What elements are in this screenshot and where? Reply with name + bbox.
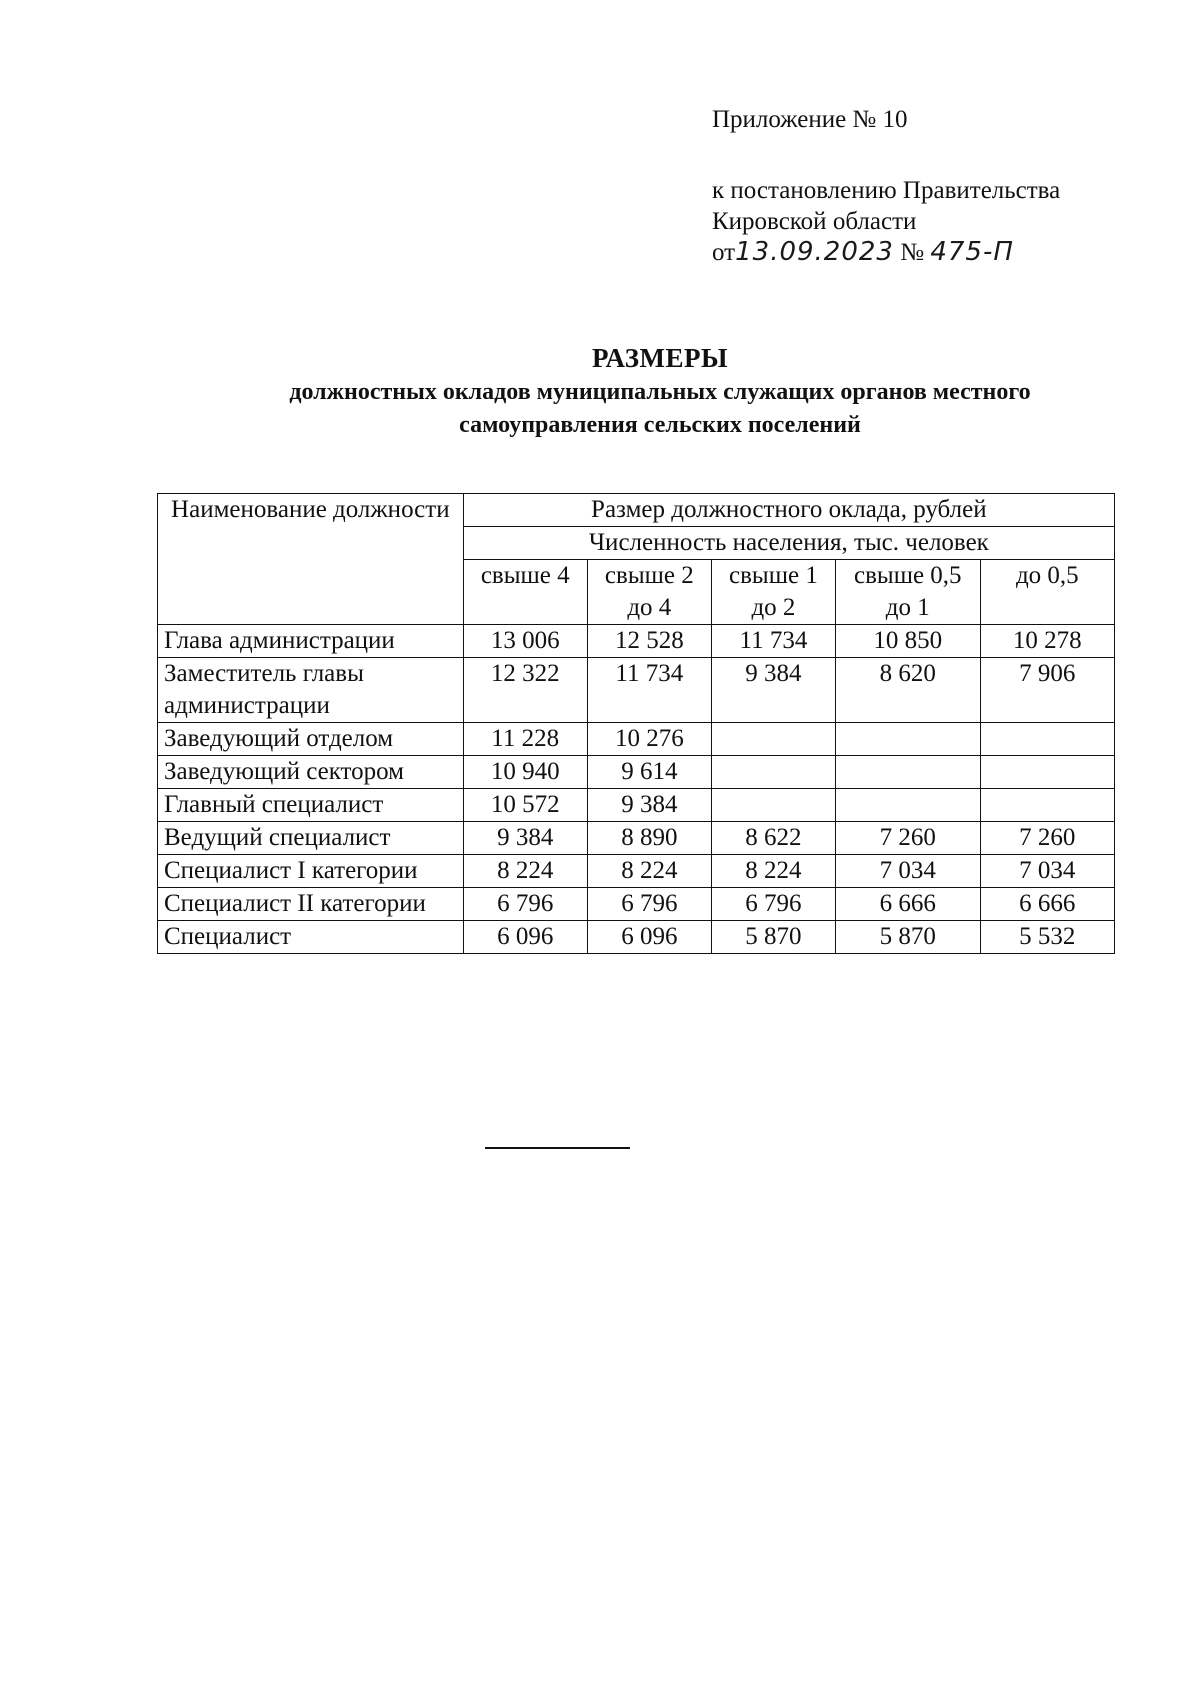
- salary-cell: 10 278: [980, 625, 1114, 658]
- salary-cell: 10 276: [587, 723, 711, 756]
- header-row-1: [158, 494, 1115, 527]
- salary-cell: [711, 723, 835, 756]
- appendix-label: Приложение № 10: [712, 106, 908, 133]
- position-name: Заведующий сектором: [158, 756, 464, 789]
- salary-cell: 5 870: [711, 921, 835, 954]
- salary-cell: [835, 789, 980, 822]
- salary-cell: [711, 756, 835, 789]
- salary-cell: 6 796: [463, 888, 587, 921]
- position-name: Специалист II категории: [158, 888, 464, 921]
- position-name: Заместитель главы администрации: [158, 658, 464, 723]
- position-name: Глава администрации: [158, 625, 464, 658]
- salary-cell: 7 034: [835, 855, 980, 888]
- table-row: [158, 921, 1115, 954]
- salary-cell: [711, 789, 835, 822]
- position-name: Специалист: [158, 921, 464, 954]
- salary-cell: 6 666: [835, 888, 980, 921]
- appendix-region: Кировской области: [712, 208, 917, 235]
- appendix-to: к постановлению Правительства: [712, 177, 1061, 204]
- table-row: [158, 888, 1115, 921]
- salary-cell: 12 528: [587, 625, 711, 658]
- salary-cell: 5 870: [835, 921, 980, 954]
- column-header: свыше 2 до 4: [587, 560, 711, 625]
- closing-rule: [485, 1147, 630, 1149]
- position-name: Заведующий отделом: [158, 723, 464, 756]
- document-title: [200, 340, 1120, 442]
- table-row: [158, 789, 1115, 822]
- title-sub-line2: самоуправления сельских поселений: [459, 412, 861, 438]
- title-main: РАЗМЕРЫ: [591, 343, 729, 373]
- salary-cell: 8 890: [587, 822, 711, 855]
- header-position: Наименование должности: [158, 494, 464, 625]
- table-row: [158, 855, 1115, 888]
- salary-cell: [835, 723, 980, 756]
- column-header: свыше 0,5 до 1: [835, 560, 980, 625]
- salary-cell: 8 224: [587, 855, 711, 888]
- table-row: [158, 822, 1115, 855]
- salary-cell: 13 006: [463, 625, 587, 658]
- table-row: [158, 625, 1115, 658]
- salary-cell: 8 224: [463, 855, 587, 888]
- title-sub-line1: должностных окладов муниципальных служащих органов местного: [289, 379, 1031, 405]
- position-name: Ведущий специалист: [158, 822, 464, 855]
- position-name: Специалист I категории: [158, 855, 464, 888]
- salary-cell: 5 532: [980, 921, 1114, 954]
- salary-cell: 9 384: [587, 789, 711, 822]
- salary-cell: 6 796: [587, 888, 711, 921]
- salary-cell: 9 384: [463, 822, 587, 855]
- salary-cell: 11 734: [711, 625, 835, 658]
- salary-table: [157, 493, 1115, 954]
- header-salary: Размер должностного оклада, рублей: [463, 494, 1114, 527]
- column-header: свыше 1 до 2: [711, 560, 835, 625]
- salary-cell: [980, 756, 1114, 789]
- salary-cell: 6 666: [980, 888, 1114, 921]
- salary-cell: 8 620: [835, 658, 980, 723]
- salary-cell: 10 940: [463, 756, 587, 789]
- salary-cell: 6 096: [463, 921, 587, 954]
- appendix-date-line: [712, 237, 1132, 268]
- salary-cell: 6 796: [711, 888, 835, 921]
- position-name: Главный специалист: [158, 789, 464, 822]
- salary-cell: 7 260: [980, 822, 1114, 855]
- salary-cell: 7 260: [835, 822, 980, 855]
- handwritten-number: 475-П: [930, 237, 1014, 267]
- handwritten-date: 13.09.2023: [735, 237, 894, 267]
- column-header: свыше 4: [463, 560, 587, 625]
- column-header: до 0,5: [980, 560, 1114, 625]
- table-row: [158, 756, 1115, 789]
- date-prefix: от: [712, 239, 736, 266]
- salary-cell: 12 322: [463, 658, 587, 723]
- salary-cell: 8 622: [711, 822, 835, 855]
- salary-cell: [980, 789, 1114, 822]
- salary-cell: 9 384: [711, 658, 835, 723]
- salary-cell: 8 224: [711, 855, 835, 888]
- salary-cell: [835, 756, 980, 789]
- salary-cell: 7 906: [980, 658, 1114, 723]
- number-prefix: №: [900, 239, 925, 266]
- salary-cell: [980, 723, 1114, 756]
- table-row: [158, 658, 1115, 723]
- header-population: Численность населения, тыс. человек: [463, 527, 1114, 560]
- salary-cell: 10 850: [835, 625, 980, 658]
- salary-cell: 6 096: [587, 921, 711, 954]
- salary-cell: 11 228: [463, 723, 587, 756]
- salary-cell: 9 614: [587, 756, 711, 789]
- salary-cell: 10 572: [463, 789, 587, 822]
- appendix-block: [712, 104, 1132, 268]
- table-row: [158, 723, 1115, 756]
- salary-cell: 7 034: [980, 855, 1114, 888]
- salary-cell: 11 734: [587, 658, 711, 723]
